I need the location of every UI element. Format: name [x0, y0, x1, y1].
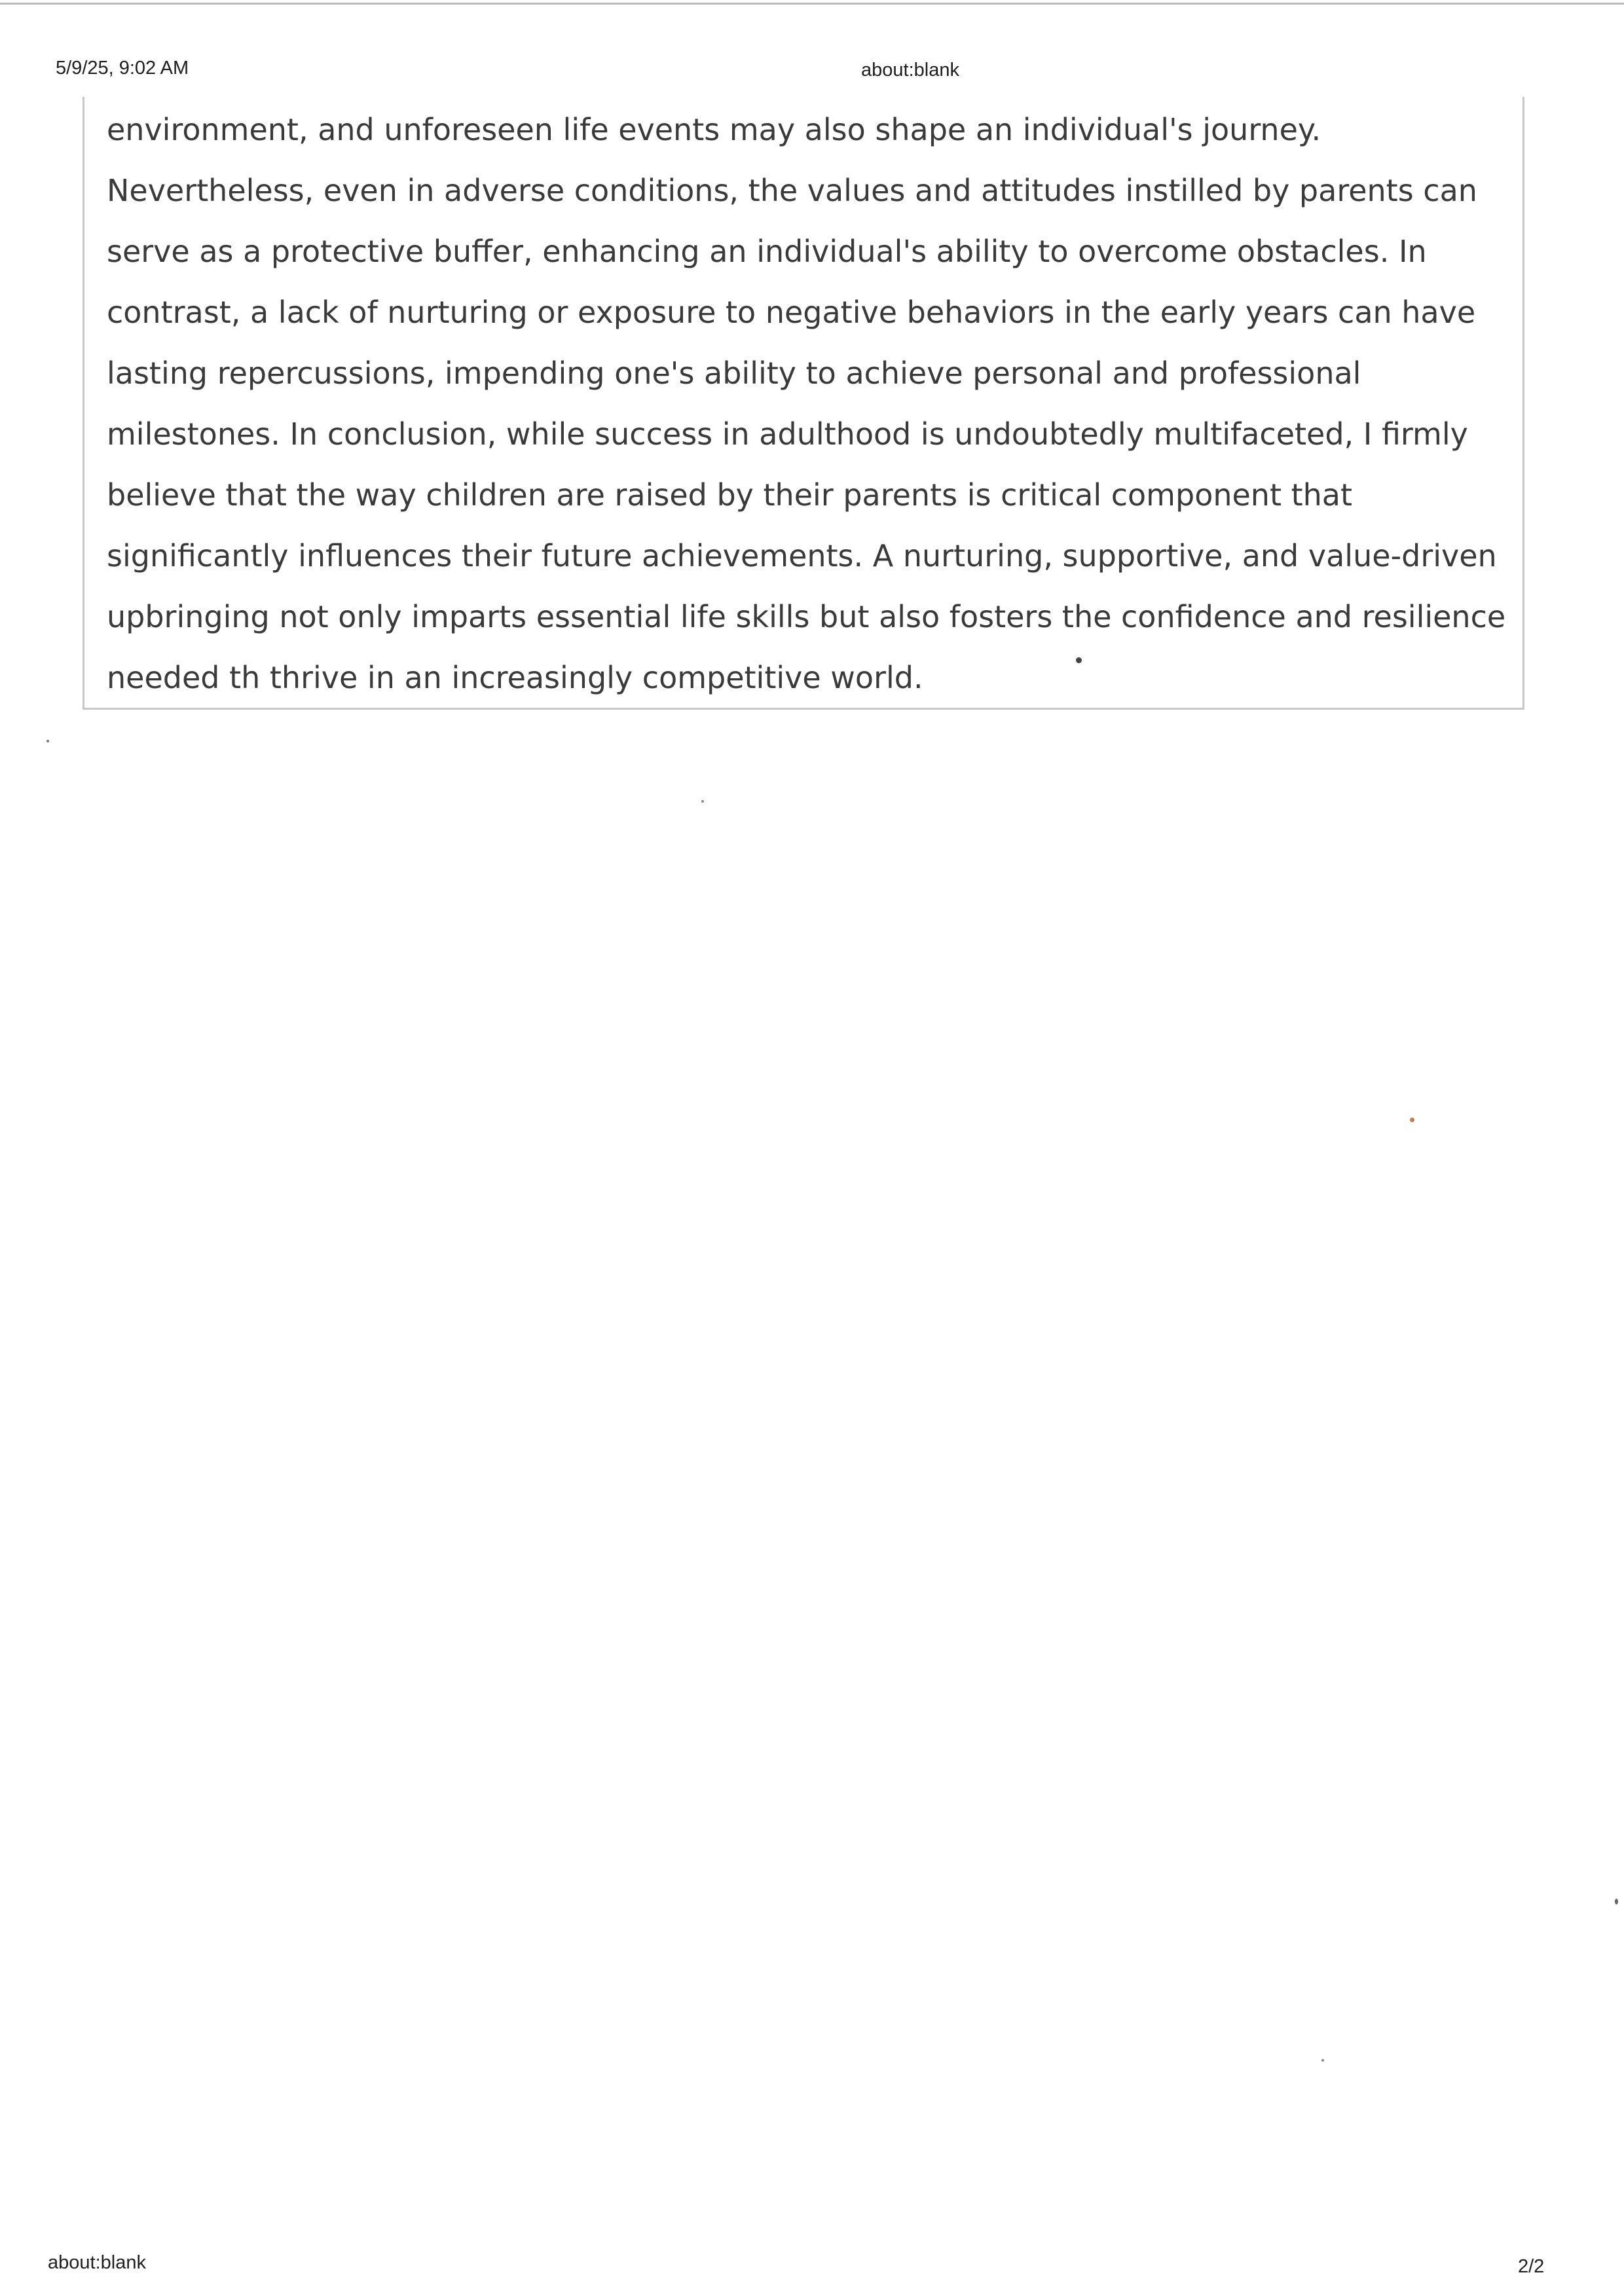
print-page-number: 2/2 — [1518, 2256, 1545, 2277]
essay-line: serve as a protective buffer, enhancing an individual's ability to overcome obstacles. In — [107, 234, 1427, 269]
essay-line: environment, and unforeseen life events may also shape an individual's journey. — [107, 112, 1321, 147]
essay-line: Nevertheless, even in adverse conditions, the values and attitudes instilled by parents can — [107, 173, 1477, 208]
essay-body — [107, 100, 1515, 708]
scan-speck — [1076, 657, 1082, 663]
scan-speck — [1410, 1118, 1414, 1122]
essay-line: believe that the way children are raised by their parents is critical component that — [107, 477, 1353, 513]
essay-line: needed th thrive in an increasingly competitive world. — [107, 660, 923, 695]
scan-edge-line — [0, 3, 1624, 5]
scan-speck — [1615, 1899, 1618, 1904]
essay-line: lasting repercussions, impending one's ability to achieve personal and professional — [107, 355, 1361, 391]
essay-line: contrast, a lack of nurturing or exposure to negative behaviors in the early years can have — [107, 295, 1476, 330]
print-page-title: about:blank — [861, 60, 959, 81]
scan-speck — [46, 740, 49, 742]
print-datetime: 5/9/25, 9:02 AM — [56, 58, 189, 79]
essay-line: upbringing not only imparts essential life skills but also fosters the confidence and resilience — [107, 599, 1506, 634]
print-footer-url: about:blank — [48, 2252, 146, 2273]
scan-speck — [1321, 2059, 1324, 2062]
scan-speck — [701, 800, 704, 803]
essay-line: milestones. In conclusion, while success in adulthood is undoubtedly multifaceted, I firmly — [107, 416, 1468, 452]
essay-line: significantly influences their future achievements. A nurturing, supportive, and value-driven — [107, 538, 1497, 574]
essay-text-box — [83, 97, 1524, 710]
